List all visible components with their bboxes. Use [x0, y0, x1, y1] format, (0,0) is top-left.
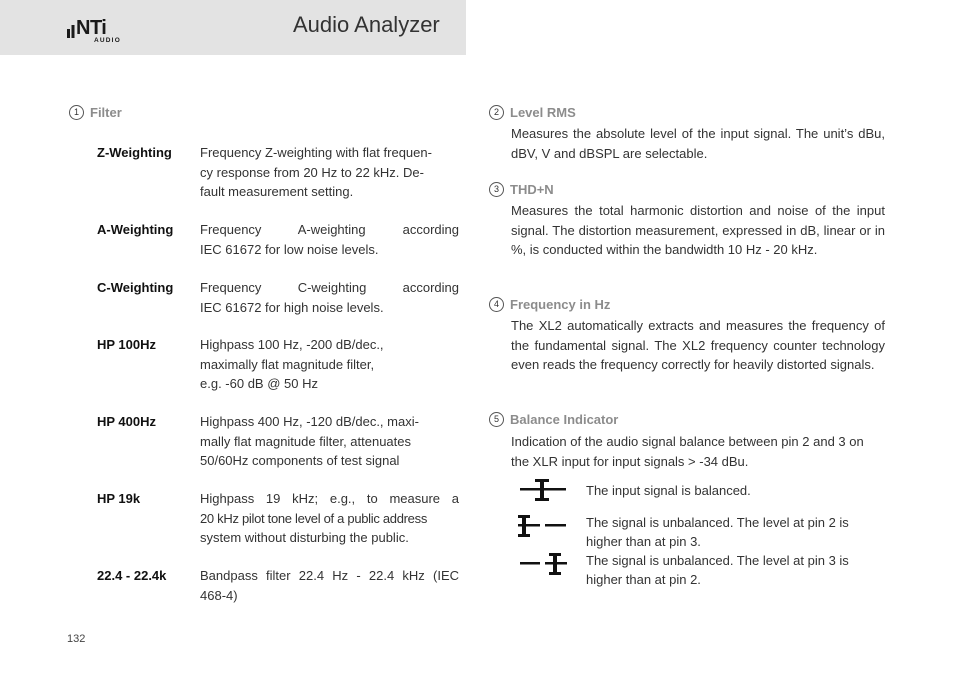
- frequency-heading-label: Frequency in Hz: [510, 297, 611, 312]
- filter-term: 22.4 - 22.4k: [97, 568, 167, 583]
- definition-line: cy response from 20 Hz to 22 kHz. De-: [200, 164, 424, 180]
- thd-n-heading: [489, 182, 554, 197]
- balance-state-text: The signal is unbalanced. The level at pin 2 is higher than at pin 3.: [586, 515, 849, 549]
- balanced-indicator-icon: [518, 478, 568, 508]
- filter-definition: [200, 220, 459, 259]
- page-number: 132: [67, 633, 86, 645]
- frequency-description: The XL2 automatically extracts and measures the frequency of the fundamental signal. The XL2 frequency counter technology even reads the frequency correctly for heavily distorted signals.: [511, 318, 885, 372]
- balance-state-text: The input signal is balanced.: [586, 483, 751, 498]
- section-number-badge: 4: [489, 297, 504, 312]
- definition-line: Frequency Z-weighting with flat frequen-: [200, 145, 432, 160]
- header-band: [0, 0, 466, 55]
- balance-state-pin2-higher: [518, 513, 888, 549]
- definition-line: Highpass 19 kHz; e.g., to measure a: [200, 491, 459, 506]
- logo-wordmark: NTi: [76, 17, 107, 39]
- definition-line: Bandpass filter 22.4 Hz - 22.4 kHz (IEC: [200, 568, 459, 583]
- pin2-higher-indicator-icon: [518, 513, 568, 543]
- filter-term: HP 400Hz: [97, 414, 157, 429]
- filter-term: HP 19k: [97, 491, 141, 506]
- level-rms-heading-label: Level RMS: [510, 105, 576, 120]
- logo-subtext: AUDIO: [94, 37, 121, 44]
- definition-line: 20 kHz pilot tone level of a public address: [200, 510, 428, 526]
- frequency-heading: [489, 297, 610, 312]
- level-rms-description: Measures the absolute level of the input signal. The unit’s dBu, dBV, V and dBSPL are selectable.: [511, 126, 885, 161]
- balance-state-balanced: [518, 478, 888, 514]
- definition-line: IEC 61672 for low noise levels.: [200, 241, 379, 257]
- section-number-badge: 5: [489, 412, 504, 427]
- filter-definition: [200, 335, 459, 394]
- page-title: Audio Analyzer: [293, 12, 440, 37]
- section-number-badge: 3: [489, 182, 504, 197]
- definition-line: e.g. -60 dB @ 50 Hz: [200, 376, 318, 391]
- definition-line: IEC 61672 for high noise levels.: [200, 299, 384, 315]
- definition-line: Highpass 400 Hz, -120 dB/dec., maxi-: [200, 414, 419, 429]
- filter-heading: [69, 105, 122, 120]
- filter-definition: [200, 566, 459, 605]
- section-number-badge: 2: [489, 105, 504, 120]
- filter-term: Z-Weighting: [97, 145, 172, 160]
- definition-line: Frequency C-weighting according: [200, 280, 459, 295]
- definition-line: maximally flat magnitude filter,: [200, 356, 375, 372]
- filter-term: HP 100Hz: [97, 337, 157, 352]
- thd-n-description: Measures the total harmonic distortion and noise of the input signal. The distortion measurement, expressed in dB, linear or in %, is conducted within the bandwidth 10 Hz - 20 kHz.: [511, 203, 885, 257]
- filter-definition: [200, 278, 459, 317]
- definition-line: 468-4): [200, 587, 238, 603]
- section-number-badge: 1: [69, 105, 84, 120]
- filter-heading-label: Filter: [90, 105, 122, 120]
- level-rms-heading: [489, 105, 576, 120]
- filter-term: C-Weighting: [97, 280, 174, 295]
- pin3-higher-indicator-icon: [518, 551, 568, 581]
- definition-line: fault measurement setting.: [200, 184, 354, 199]
- balance-heading: [489, 412, 618, 427]
- definition-line: 50/60Hz components of test signal: [200, 453, 400, 468]
- nti-audio-logo: [67, 18, 131, 46]
- definition-line: system without disturbing the public.: [200, 530, 409, 545]
- filter-definition: [200, 412, 459, 471]
- filter-definition: [200, 143, 459, 202]
- balance-state-pin3-higher: [518, 551, 888, 587]
- balance-state-text: The signal is unbalanced. The level at pin 3 is higher than at pin 2.: [586, 553, 849, 587]
- definition-line: Highpass 100 Hz, -200 dB/dec.,: [200, 337, 384, 352]
- balance-description: Indication of the audio signal balance between pin 2 and 3 on the XLR input for input signals > -34 dBu.: [511, 434, 864, 469]
- filter-term: A-Weighting: [97, 222, 174, 237]
- definition-line: mally flat magnitude filter, attenuates: [200, 433, 412, 449]
- filter-definition: [200, 489, 459, 548]
- balance-heading-label: Balance Indicator: [510, 412, 619, 427]
- thd-n-heading-label: THD+N: [510, 182, 554, 197]
- definition-line: Frequency A-weighting according: [200, 222, 459, 237]
